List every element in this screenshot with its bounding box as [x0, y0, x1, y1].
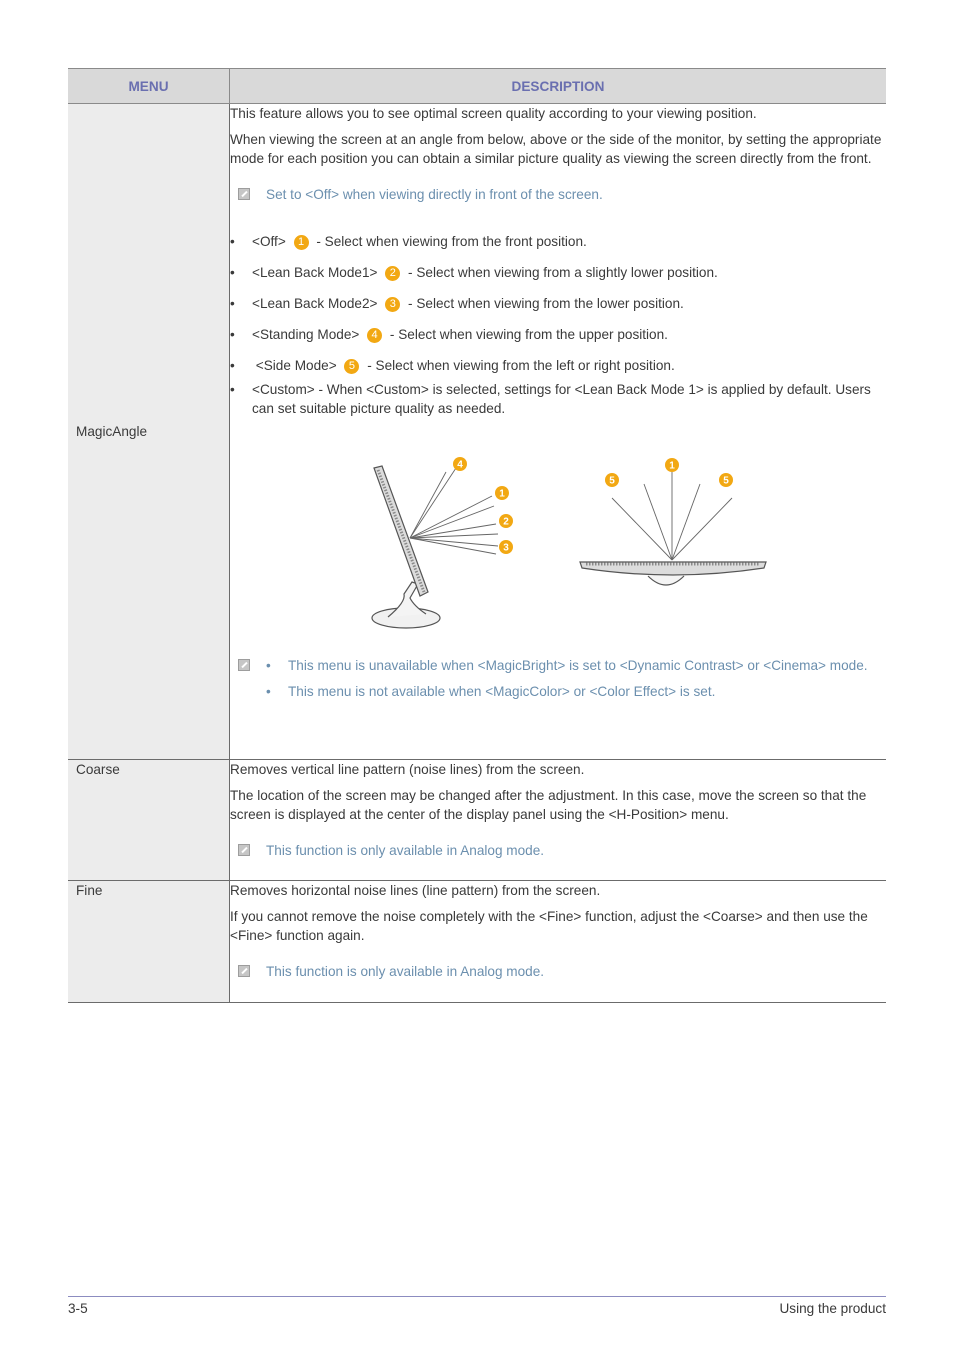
- bullet: •: [230, 265, 235, 280]
- table-header-row: [68, 69, 886, 104]
- note-text: This menu is unavailable when <MagicBright> is set to <Dynamic Contrast> or <Cinema> mode.: [288, 658, 868, 673]
- monitor-side-view: [372, 466, 440, 628]
- description-column-header: DESCRIPTION: [230, 69, 887, 104]
- list-item: [230, 232, 886, 263]
- menu-description-table: [68, 68, 886, 1003]
- note: [238, 185, 886, 204]
- menu-name-fine: Fine: [68, 881, 230, 1003]
- mode-description: - Select when viewing from the left or right position.: [367, 358, 675, 373]
- note-pencil-icon: [238, 844, 250, 856]
- mode-label: <Standing Mode>: [252, 327, 360, 342]
- list-item: [230, 356, 886, 380]
- mode-description: - Select when viewing from a slightly lower position.: [408, 265, 718, 280]
- badge-number: 4: [457, 459, 463, 471]
- list-item: [266, 682, 868, 701]
- note-text: This menu is not available when <MagicColor> or <Color Effect> is set.: [288, 684, 716, 699]
- number-badge-icon: 4: [367, 328, 382, 343]
- mode-label: <Off>: [252, 234, 286, 249]
- note-text: Set to <Off> when viewing directly in front of the screen.: [266, 187, 603, 202]
- badge-number: 1: [669, 460, 675, 472]
- note-list: [266, 656, 868, 701]
- description-fine: [230, 881, 887, 1003]
- mode-description: - Select when viewing from the upper position.: [389, 327, 668, 342]
- description-paragraph: Removes vertical line pattern (noise lines) from the screen.: [230, 762, 585, 777]
- description-paragraph: Removes horizontal noise lines (line pattern) from the screen.: [230, 883, 601, 898]
- note-text: This function is only available in Analog mode.: [266, 843, 545, 858]
- number-badge-icon: 2: [385, 266, 400, 281]
- menu-name-coarse: Coarse: [68, 760, 230, 881]
- side-view-angle-lines: [410, 468, 498, 554]
- badge-number: 3: [503, 542, 509, 554]
- mode-label: <Lean Back Mode2>: [252, 296, 378, 311]
- bullet: •: [230, 234, 235, 249]
- note-pencil-icon: [238, 659, 250, 671]
- mode-list: [230, 232, 886, 418]
- top-view-angle-lines: [612, 472, 732, 560]
- mode-description: - Select when viewing from the front position.: [316, 234, 587, 249]
- mode-description: - Select when viewing from the lower position.: [408, 296, 684, 311]
- number-badge-icon: 3: [385, 297, 400, 312]
- number-badge-icon: 1: [294, 235, 309, 250]
- mode-label: <Lean Back Mode1>: [252, 265, 378, 280]
- description-paragraph: This feature allows you to see optimal screen quality according to your viewing position.: [230, 106, 757, 121]
- section-title: Using the product: [779, 1301, 886, 1316]
- viewing-angle-illustration: [348, 454, 768, 634]
- badge-number: 1: [499, 488, 505, 500]
- number-badge-icon: 5: [344, 359, 359, 374]
- badge-number: 5: [609, 475, 615, 487]
- viewing-angle-figure: [230, 454, 886, 634]
- description-paragraph: When viewing the screen at an angle from below, above or the side of the monitor, by setting the appropriate mode for each position you can obtain a similar picture quality as viewing the screen directly from the front.: [230, 132, 882, 166]
- description-magicangle: [230, 104, 887, 760]
- bullet: •: [230, 296, 235, 311]
- table-row-fine: [68, 881, 886, 1003]
- top-view-badges: [605, 458, 733, 487]
- note: [238, 962, 886, 981]
- bullet: •: [266, 684, 271, 699]
- list-item: [230, 325, 886, 356]
- list-item: [230, 294, 886, 325]
- note: [238, 841, 886, 860]
- monitor-top-view: [580, 562, 766, 585]
- bullet: •: [230, 358, 235, 373]
- bullet: •: [266, 658, 271, 673]
- note-pencil-icon: [238, 965, 250, 977]
- menu-name-magicangle: MagicAngle: [68, 104, 230, 760]
- description-paragraph: If you cannot remove the noise completely with the <Fine> function, adjust the <Coarse> and then use the <Fine> function again.: [230, 909, 868, 943]
- note-text: This function is only available in Analog mode.: [266, 964, 545, 979]
- badge-number: 2: [503, 516, 509, 528]
- menu-column-header: MENU: [68, 69, 230, 104]
- list-item: [266, 656, 868, 675]
- note-pencil-icon: [238, 188, 250, 200]
- page-number: 3-5: [68, 1301, 88, 1316]
- mode-label: <Side Mode>: [252, 358, 337, 373]
- bullet: •: [230, 382, 235, 397]
- table-row-magicangle: [68, 104, 886, 760]
- footer-divider: [68, 1296, 886, 1297]
- note: [238, 656, 886, 701]
- list-item: [230, 263, 886, 294]
- side-view-badges: [453, 457, 513, 554]
- description-coarse: [230, 760, 887, 881]
- description-paragraph: The location of the screen may be changed after the adjustment. In this case, move the screen so that the screen is displayed at the center of the display panel using the <H-Position> menu.: [230, 788, 867, 822]
- mode-label: <Custom> - When <Custom> is selected, settings for <Lean Back Mode 1> is applied by default. Users can set suitable picture quality as needed.: [252, 382, 871, 416]
- list-item: [230, 380, 886, 418]
- badge-number: 5: [723, 475, 729, 487]
- table-row-coarse: [68, 760, 886, 881]
- bullet: •: [230, 327, 235, 342]
